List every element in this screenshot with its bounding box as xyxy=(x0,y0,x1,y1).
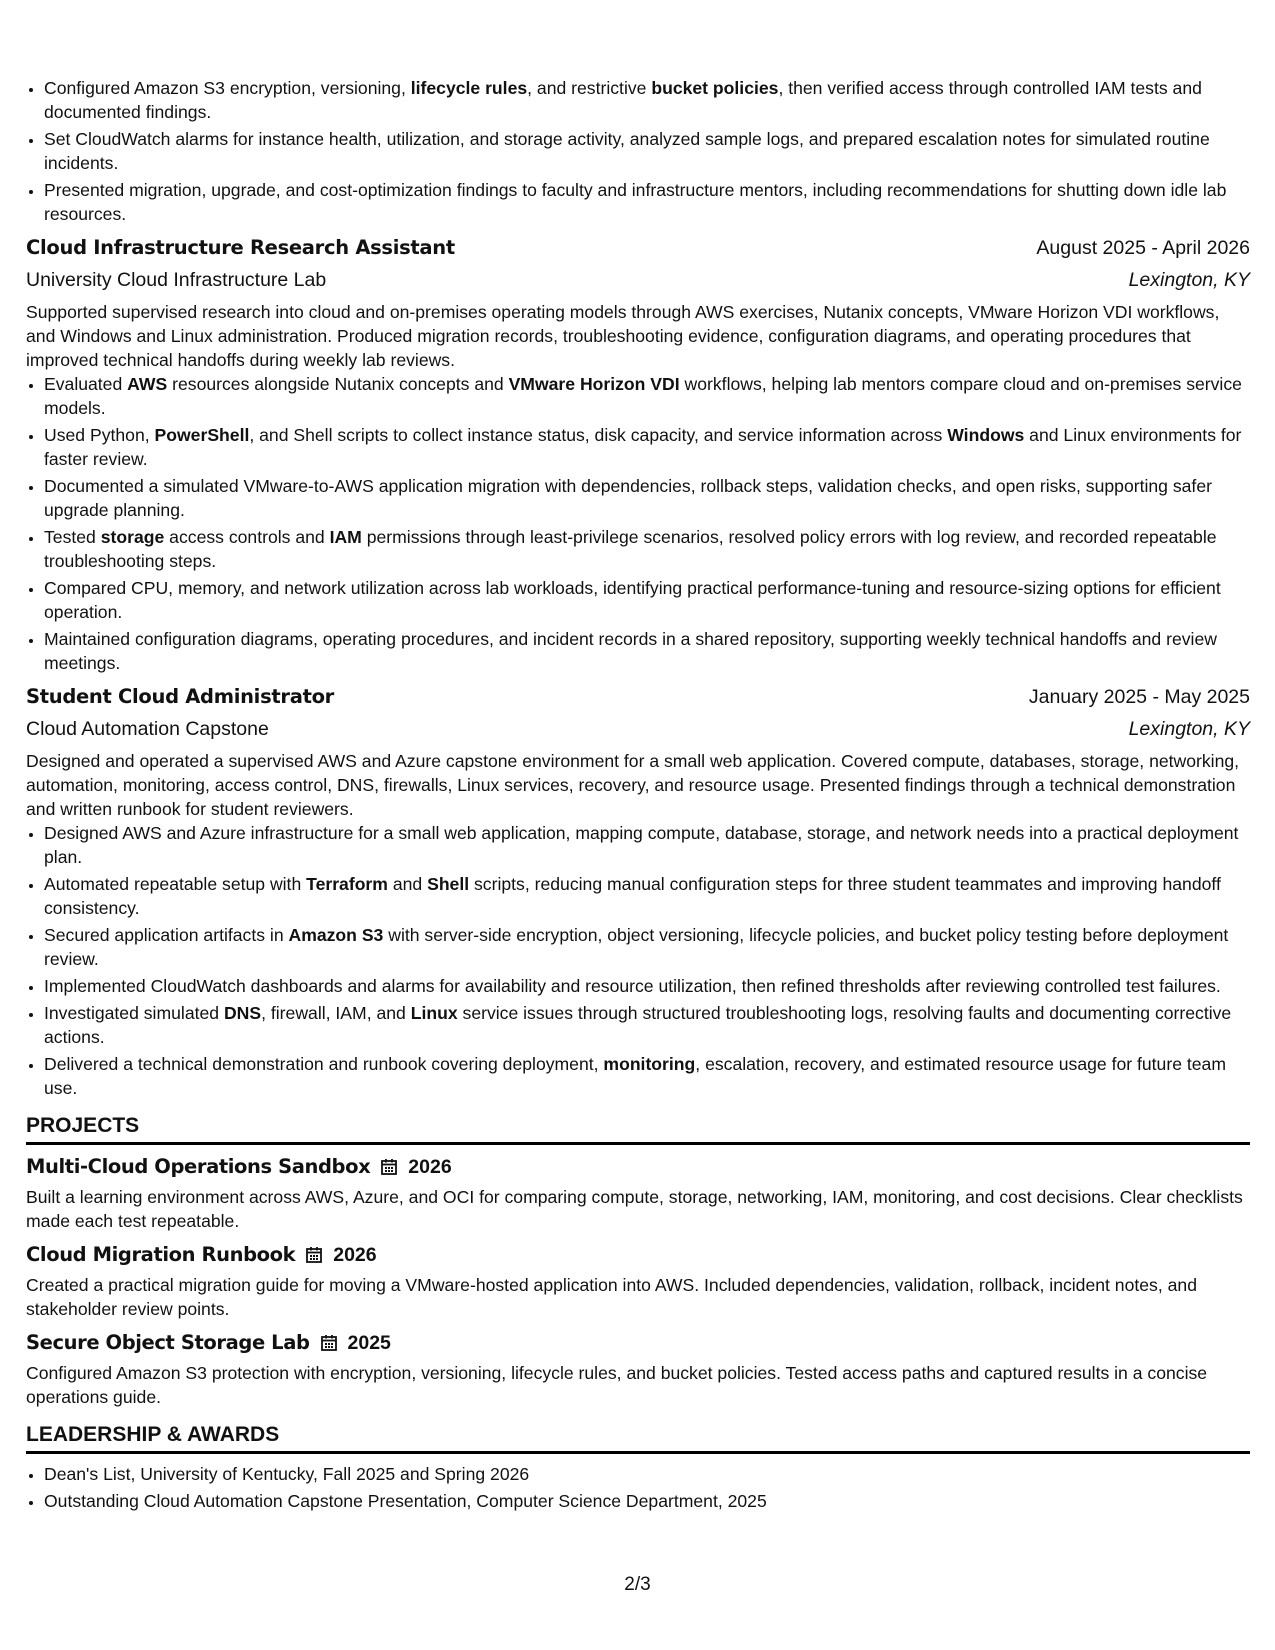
bold-keyword: Shell xyxy=(427,874,470,894)
bold-keyword: Amazon S3 xyxy=(288,925,384,945)
job-dates: August 2025 - April 2026 xyxy=(1036,237,1250,259)
project-description: Created a practical migration guide for moving a VMware-hosted application into AWS. Included dependencies, validation, rollback, incident notes, and stakeholder review points. xyxy=(26,1275,1197,1319)
bullet-item: • Maintained configuration diagrams, operating procedures, and incident records in a shared repository, supporting weekly technical handoffs and review meetings. xyxy=(44,627,1250,675)
project-name: Secure Object Storage Lab xyxy=(26,1331,310,1354)
project-header xyxy=(26,1331,1250,1355)
previous-role-bullets xyxy=(26,76,1250,226)
project-header xyxy=(26,1243,1250,1267)
project-header xyxy=(26,1155,1250,1179)
bold-keyword: Terraform xyxy=(306,874,388,894)
project-year: 2025 xyxy=(347,1332,391,1354)
job-bullets xyxy=(26,821,1250,1100)
calendar-icon xyxy=(380,1158,398,1176)
job-organization: Cloud Automation Capstone xyxy=(26,718,269,740)
bold-keyword: IAM xyxy=(329,527,362,547)
bold-keyword: lifecycle rules xyxy=(410,78,528,98)
bold-keyword: storage xyxy=(100,527,165,547)
bold-keyword: AWS xyxy=(127,374,168,394)
job-description: Designed and operated a supervised AWS and Azure capstone environment for a small web application. Covered compute, databases, storage, networking, automation, monitoring, access control, DNS, firewalls, Linux services, recovery, and resource usage. Presented findings through a technical demonstration and written runbook for student reviewers. xyxy=(26,751,1240,819)
bullet-item: • Set CloudWatch alarms for instance health, utilization, and storage activity, analyzed sample logs, and prepared escalation notes for simulated routine incidents. xyxy=(44,127,1250,175)
bullet-item: • Investigated simulated DNS, firewall, IAM, and Linux service issues through structured troubleshooting logs, resolving faults and documenting corrective actions. xyxy=(44,1001,1250,1049)
section-title-projects: PROJECTS xyxy=(26,1114,1250,1145)
section-title-awards: LEADERSHIP & AWARDS xyxy=(26,1423,1250,1454)
project-year: 2026 xyxy=(333,1244,377,1266)
job-location: Lexington, KY xyxy=(1128,718,1250,740)
calendar-icon xyxy=(305,1246,323,1264)
bullet-item: • Evaluated AWS resources alongside Nutanix concepts and VMware Horizon VDI workflows, helping lab mentors compare cloud and on-premises service models. xyxy=(44,372,1250,420)
award-item: • Outstanding Cloud Automation Capstone Presentation, Computer Science Department, 2025 xyxy=(44,1489,1250,1513)
job-subheader xyxy=(26,717,1250,741)
bullet-item: • Used Python, PowerShell, and Shell scripts to collect instance status, disk capacity, and service information across Windows and Linux environments for faster review. xyxy=(44,423,1250,471)
project-description: Built a learning environment across AWS, Azure, and OCI for comparing compute, storage, networking, IAM, monitoring, and cost decisions. Clear checklists made each test repeatable. xyxy=(26,1187,1243,1231)
bold-keyword: Linux xyxy=(410,1003,458,1023)
job-organization: University Cloud Infrastructure Lab xyxy=(26,269,327,291)
page-number: 2/3 xyxy=(624,1574,651,1595)
bullet-item: • Automated repeatable setup with Terraform and Shell scripts, reducing manual configuration steps for three student teammates and improving handoff consistency. xyxy=(44,872,1250,920)
job-dates: January 2025 - May 2025 xyxy=(1028,686,1250,708)
bold-keyword: Windows xyxy=(947,425,1025,445)
job-entry xyxy=(26,685,1250,1100)
project-entry xyxy=(26,1155,1250,1233)
bold-keyword: DNS xyxy=(223,1003,262,1023)
project-name: Multi-Cloud Operations Sandbox xyxy=(26,1155,371,1178)
project-entry xyxy=(26,1331,1250,1409)
project-name: Cloud Migration Runbook xyxy=(26,1243,296,1266)
bullet-item: • Delivered a technical demonstration and runbook covering deployment, monitoring, escalation, recovery, and estimated resource usage for future team use. xyxy=(44,1052,1250,1100)
job-description: Supported supervised research into cloud and on-premises operating models through AWS exercises, Nutanix concepts, VMware Horizon VDI workflows, and Windows and Linux administration. Produced migration records, troubleshooting evidence, configuration diagrams, and operating procedures that improved technical handoffs during weekly lab reviews. xyxy=(26,302,1220,370)
calendar-icon xyxy=(320,1334,338,1352)
job-location: Lexington, KY xyxy=(1128,269,1250,291)
job-header xyxy=(26,236,1250,260)
bullet-item: • Documented a simulated VMware-to-AWS application migration with dependencies, rollback steps, validation checks, and open risks, supporting safer upgrade planning. xyxy=(44,474,1250,522)
project-entry xyxy=(26,1243,1250,1321)
award-item: • Dean's List, University of Kentucky, Fall 2025 and Spring 2026 xyxy=(44,1462,1250,1486)
bullet-item: • Designed AWS and Azure infrastructure for a small web application, mapping compute, database, storage, and network needs into a practical deployment plan. xyxy=(44,821,1250,869)
bullet-item: • Tested storage access controls and IAM permissions through least-privilege scenarios, resolved policy errors with log review, and recorded repeatable troubleshooting steps. xyxy=(44,525,1250,573)
resume-page xyxy=(26,68,1250,1516)
bold-keyword: bucket policies xyxy=(651,78,779,98)
project-year: 2026 xyxy=(408,1156,452,1178)
bullet-item: • Secured application artifacts in Amazon S3 with server-side encryption, object versioning, lifecycle policies, and bucket policy testing before deployment review. xyxy=(44,923,1250,971)
bold-keyword: monitoring xyxy=(603,1054,696,1074)
awards-list xyxy=(26,1462,1250,1513)
job-subheader xyxy=(26,268,1250,292)
bold-keyword: PowerShell xyxy=(154,425,250,445)
job-entry xyxy=(26,236,1250,675)
job-title: Cloud Infrastructure Research Assistant xyxy=(26,236,455,259)
bullet-item: • Compared CPU, memory, and network utilization across lab workloads, identifying practical performance-tuning and resource-sizing options for efficient operation. xyxy=(44,576,1250,624)
bold-keyword: VMware Horizon VDI xyxy=(508,374,680,394)
bullet-item: • Implemented CloudWatch dashboards and alarms for availability and resource utilization, then refined thresholds after reviewing controlled test failures. xyxy=(44,974,1250,998)
job-bullets xyxy=(26,372,1250,675)
bullet-item: • Configured Amazon S3 encryption, versioning, lifecycle rules, and restrictive bucket policies, then verified access through controlled IAM tests and documented findings. xyxy=(44,76,1250,124)
project-description: Configured Amazon S3 protection with encryption, versioning, lifecycle rules, and bucket policies. Tested access paths and captured results in a concise operations guide. xyxy=(26,1363,1208,1407)
bullet-item: • Presented migration, upgrade, and cost-optimization findings to faculty and infrastructure mentors, including recommendations for shutting down idle lab resources. xyxy=(44,178,1250,226)
job-title: Student Cloud Administrator xyxy=(26,685,335,708)
job-header xyxy=(26,685,1250,709)
